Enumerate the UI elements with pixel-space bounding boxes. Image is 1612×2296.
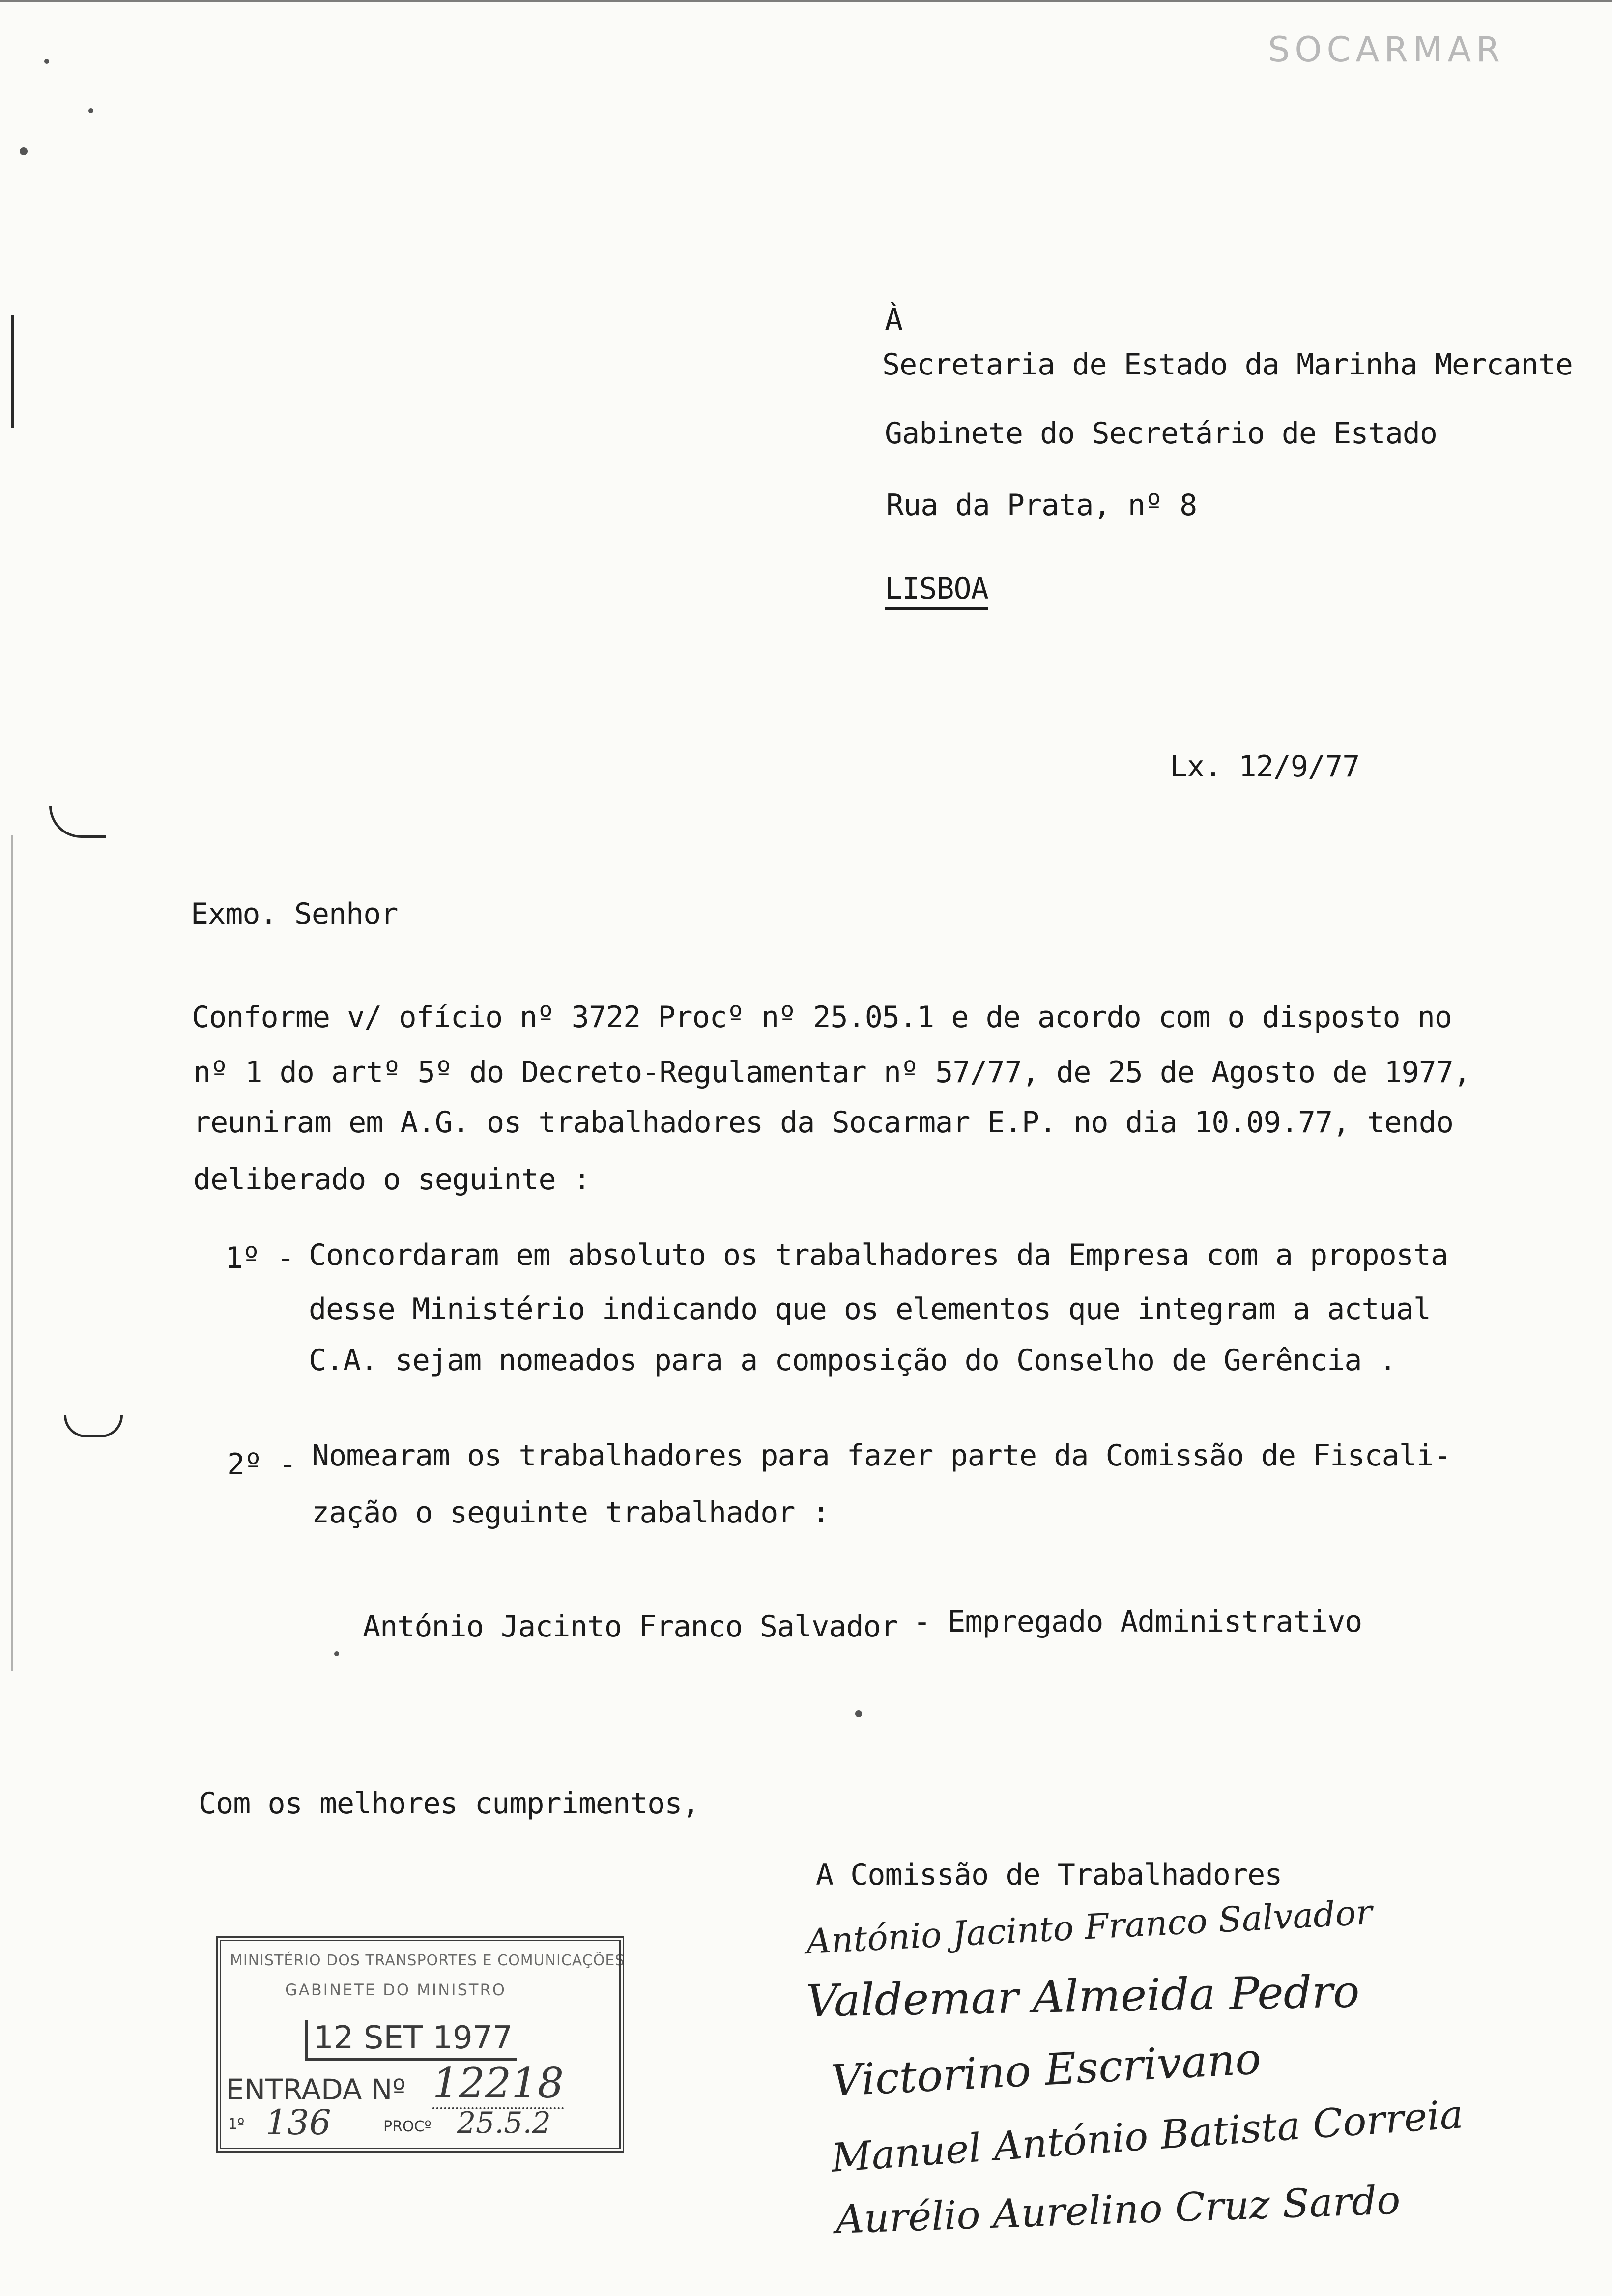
- scan-edge-line: [11, 315, 14, 428]
- closing: Com os melhores cumprimentos,: [199, 1786, 699, 1821]
- header-stamp: SOCARMAR: [1268, 29, 1505, 70]
- page-top-border: [0, 0, 1612, 2]
- item-line: C.A. sejam nomeados para a composição do Conselho de Gerência .: [309, 1343, 1396, 1378]
- recipient-line-2: Gabinete do Secretário de Estado: [885, 416, 1437, 451]
- stamp-folio-label: 1º: [228, 2116, 245, 2133]
- punch-hole-mark: [49, 806, 106, 838]
- body-line: deliberado o seguinte :: [193, 1162, 590, 1197]
- stamp-office: GABINETE DO MINISTRO: [285, 1980, 506, 1999]
- item-line: Concordaram em absoluto os trabalhadores da Empresa com a proposta: [309, 1238, 1448, 1272]
- handwritten-signature: Manuel António Batista Correia: [830, 2091, 1465, 2181]
- handwritten-signature: Valdemar Almeida Pedro: [806, 1966, 1360, 2027]
- received-stamp: [216, 1936, 624, 2152]
- stamp-ministry: MINISTÉRIO DOS TRANSPORTES E COMUNICAÇÕES: [230, 1952, 625, 1969]
- stamp-entry-label: ENTRADA Nº: [226, 2073, 406, 2106]
- speck: [88, 108, 93, 113]
- letter-date: Lx. 12/9/77: [1170, 749, 1360, 784]
- item-number: 2º -: [227, 1447, 296, 1482]
- body-line: Conforme v/ ofício nº 3722 Procº nº 25.05.1 e de acordo com o disposto no: [192, 1000, 1452, 1034]
- item-line: desse Ministério indicando que os elementos que integram a actual: [309, 1292, 1431, 1326]
- appointee-name: António Jacinto Franco Salvador: [363, 1609, 898, 1644]
- handwritten-signature: Victorino Escrivano: [829, 2033, 1263, 2106]
- stamp-proc-label: PROCº: [383, 2118, 432, 2135]
- body-line: nº 1 do artº 5º do Decreto-Regulamentar nº 57/77, de 25 de Agosto de 1977,: [193, 1055, 1471, 1090]
- recipient-city: LISBOA: [885, 574, 988, 610]
- speck: [20, 147, 28, 155]
- recipient-line-1: Secretaria de Estado da Marinha Mercante: [882, 347, 1573, 382]
- stamp-proc-number: 25.5.2: [457, 2106, 551, 2140]
- item-line: Nomearam os trabalhadores para fazer parte da Comissão de Fiscali-: [312, 1438, 1451, 1473]
- item-number: 1º -: [225, 1241, 294, 1275]
- speck: [44, 59, 49, 64]
- stamp-entry-number: 12218: [432, 2059, 564, 2109]
- speck: [334, 1651, 339, 1656]
- recipient-line-3: Rua da Prata, nº 8: [886, 488, 1197, 522]
- handwritten-signature: António Jacinto Franco Salvador: [805, 1892, 1374, 1962]
- body-line: reuniram em A.G. os trabalhadores da Socarmar E.P. no dia 10.09.77, tendo: [193, 1105, 1453, 1140]
- salutation: Exmo. Senhor: [191, 897, 398, 931]
- scan-edge-line: [11, 835, 13, 1671]
- stamp-folio: 136: [265, 2102, 331, 2143]
- stamp-date: 12 SET 1977: [305, 2020, 517, 2061]
- punch-hole-mark: [64, 1415, 123, 1437]
- speck: [855, 1710, 862, 1717]
- item-line: zação o seguinte trabalhador :: [312, 1495, 830, 1530]
- recipient-prefix: À: [885, 302, 903, 338]
- signature-title: A Comissão de Trabalhadores: [816, 1858, 1282, 1892]
- appointee-role: - Empregado Administrativo: [913, 1605, 1362, 1639]
- handwritten-signature: Aurélio Aurelino Cruz Sardo: [835, 2177, 1401, 2243]
